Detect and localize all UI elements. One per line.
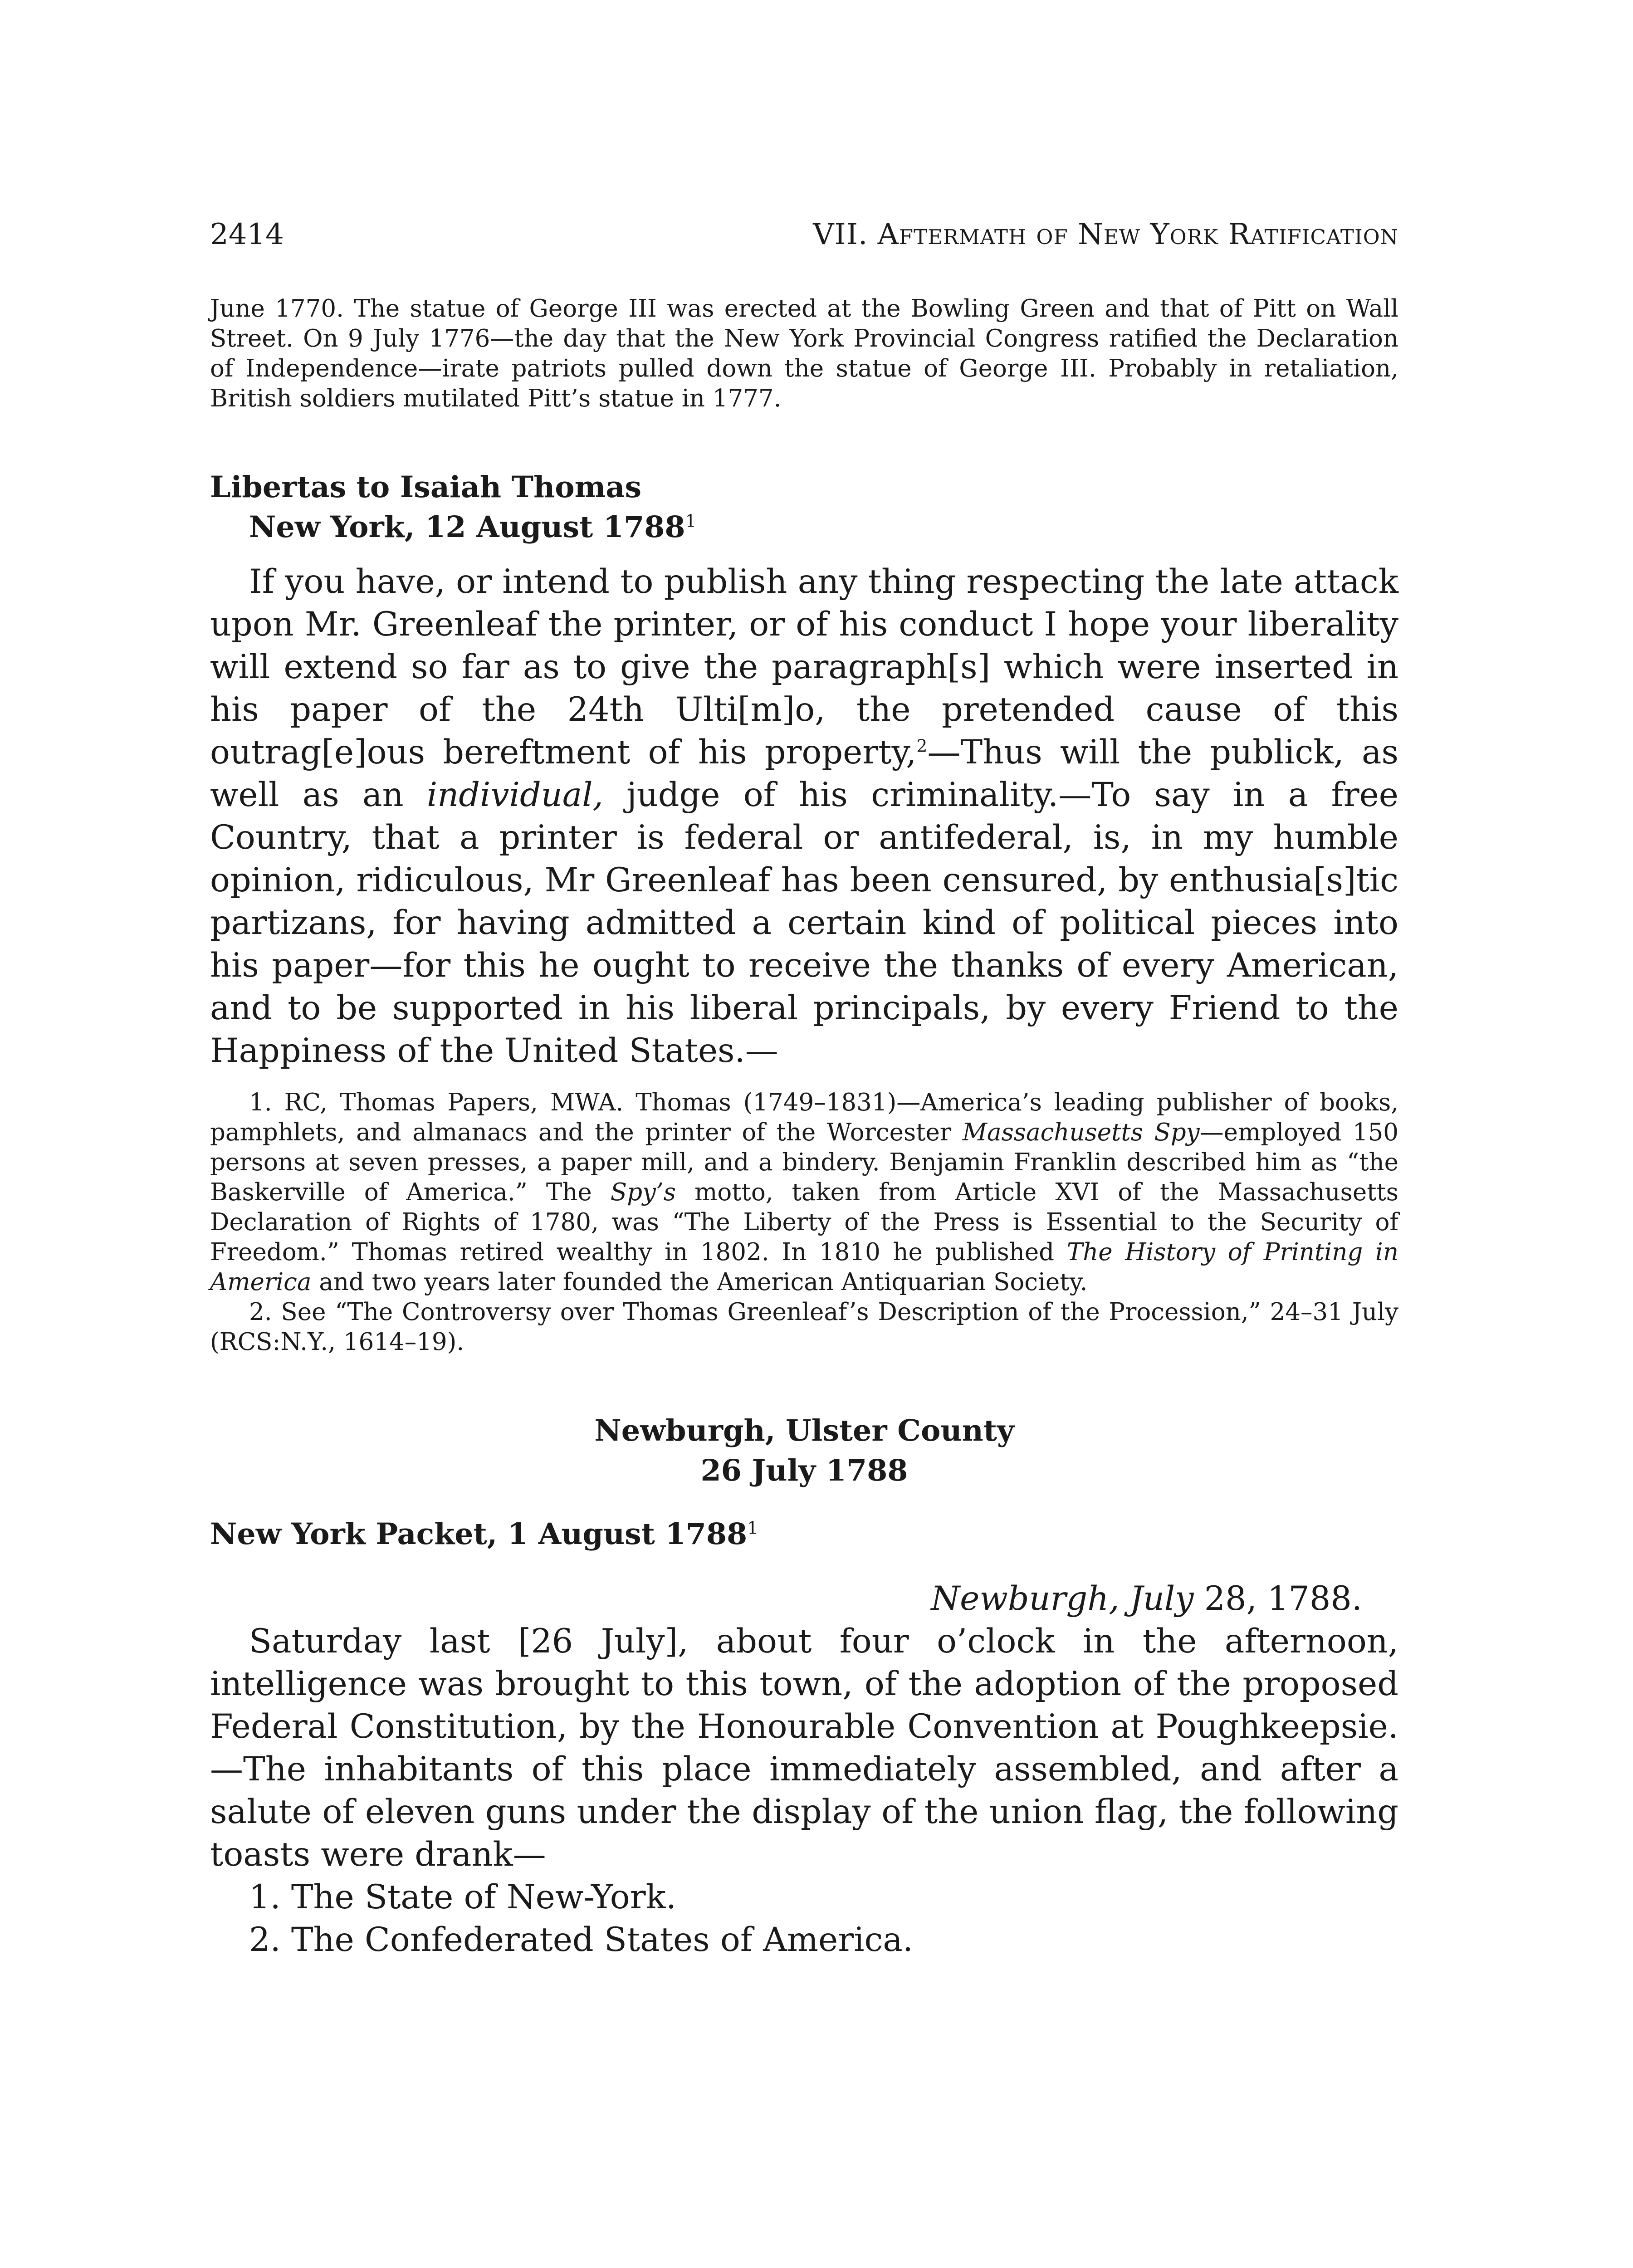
section-heading-date: 26 July 1788 xyxy=(700,1453,908,1488)
page-number: 2414 xyxy=(210,218,284,251)
footnote-1-part2: —employed 150 persons at seven presses, a paper mill, and a bindery. Benjamin Franklin described him as “the Baskerville of America.” The xyxy=(210,1119,1399,1206)
spacer xyxy=(210,1554,1398,1578)
footnote-1-part1: 1. RC, Thomas Papers, MWA. Thomas (1749–1831)—America’s leading publisher of books, pamphlets, and almanacs and the printer of the Worcester xyxy=(210,1089,1398,1146)
newspaper-heading-text: New York Packet, 1 August 1788 xyxy=(210,1517,748,1551)
continued-footnote: June 1770. The statue of George III was erected at the Bowling Green and that of Pitt on Wall Street. On 9 July 1776—the day that the New York Provincial Congress ratified the Declaration of Independence—irate patriots pulled down the statue of George III. Probably in retaliation, British soldiers mutilated Pitt’s statue in 1777. xyxy=(210,295,1398,412)
newspaper-dateline-rest: 28, 1788. xyxy=(1193,1579,1362,1618)
document-page xyxy=(210,218,1398,1961)
footnote-1-italic2: Spy’s xyxy=(610,1178,676,1206)
newspaper-heading-note-ref: 1 xyxy=(747,1518,758,1538)
letter-body-part1: If you have, or intend to publish any thing respecting the late attack upon Mr. Greenleaf the printer, or of his conduct I hope your liberality will extend so far as to give the paragraph[s] which were inserted in his paper of the 24th Ulti[m]o, the pretended cause of this outrag[e]ous bereftment of his property, xyxy=(210,562,1398,772)
running-head-title: VII. Aftermath of New York Ratification xyxy=(813,218,1398,251)
newspaper-dateline xyxy=(210,1578,1398,1620)
toast-item: 2. The Confederated States of America. xyxy=(249,1921,914,1959)
footnote-1 xyxy=(210,1088,1398,1297)
spacer xyxy=(210,1357,1398,1411)
newspaper-heading xyxy=(210,1514,1398,1554)
footnote-1-part3: motto, taken from Article XVI of the Massachusetts Declaration of Rights of 1780, was “The Liberty of the Press is Essential to the Security of Freedom.” Thomas retired wealthy in 1802. In 1810 he published xyxy=(210,1178,1398,1266)
letter-body xyxy=(210,561,1398,1072)
section-heading-place: Newburgh, Ulster County xyxy=(594,1413,1014,1448)
letter-heading-dateline xyxy=(210,507,1398,547)
spacer xyxy=(210,1491,1398,1514)
toast-item: 1. The State of New-York. xyxy=(249,1878,677,1916)
letter-footnotes xyxy=(210,1088,1398,1357)
letter-heading-title: Libertas to Isaiah Thomas xyxy=(210,470,642,504)
letter-body-italic: individual, xyxy=(426,776,603,814)
spacer xyxy=(210,414,1398,467)
newspaper-body: Saturday last [26 July], about four o’clock in the afternoon, intelligence was brought to this town, of the adoption of the proposed Federal Constitution, by the Honourable Convention at Poughkeepsie.—The inhabitants of this place immediately assembled, and after a salute of eleven guns under the display of the union flag, the following toasts were drank— xyxy=(210,1622,1398,1874)
letter-body-part2: —Thus will the publick, as well as an xyxy=(210,733,1399,814)
letter-heading-dateline-text: New York, 12 August 1788 xyxy=(249,510,685,544)
footnote-2: 2. See “The Controversy over Thomas Greenleaf’s Description of the Procession,” 24–31 July (RCS:N.Y., 1614–19). xyxy=(210,1298,1398,1356)
newspaper-dateline-italic: Newburgh, July xyxy=(931,1579,1194,1618)
letter-body-part3: judge of his criminality.—To say in a free Country, that a printer is federal or antifederal, is, in my humble opinion, ridiculous, Mr Greenleaf has been censured, by enthusia[s]tic partizans, for having admitted a certain kind of political pieces into his paper—for this he ought to receive the thanks of every American, and to be supported in his liberal principals, by every Friend to the Happiness of the United States.— xyxy=(210,776,1399,1070)
letter-heading-note-ref: 1 xyxy=(685,511,696,531)
footnote-1-part4: and two years later founded the American Antiquarian Society. xyxy=(311,1268,1088,1296)
footnote-1-italic1: Massachusetts Spy xyxy=(962,1119,1200,1146)
footnote-1-italic3: The History of Printing in America xyxy=(210,1238,1398,1296)
letter-body-note-ref: 2 xyxy=(916,736,928,756)
running-head xyxy=(210,218,1398,261)
